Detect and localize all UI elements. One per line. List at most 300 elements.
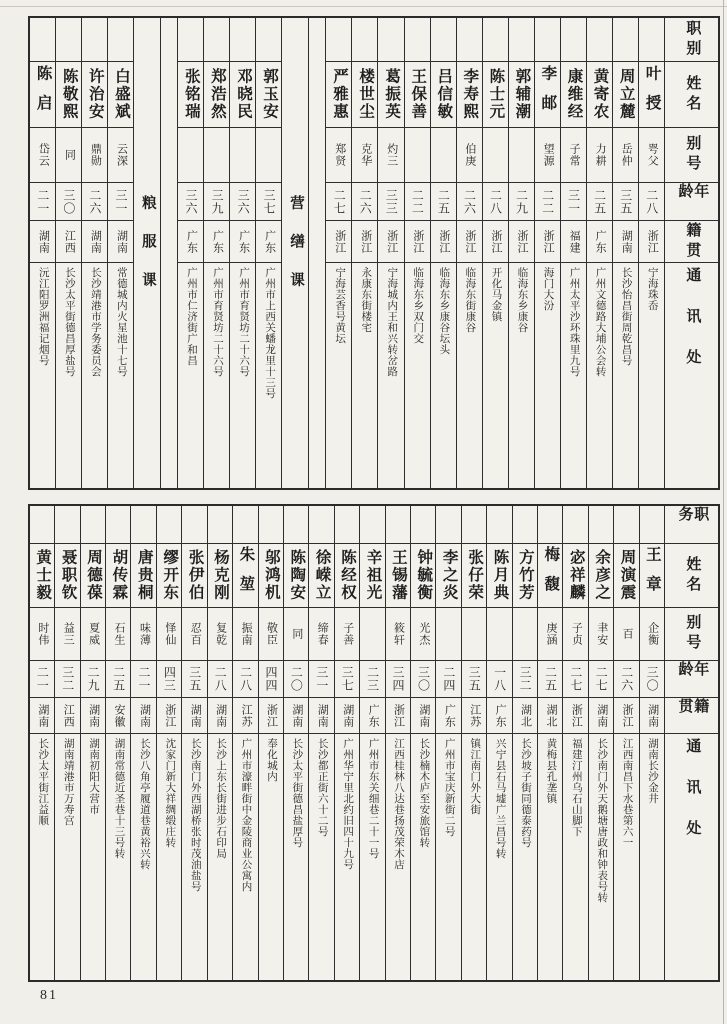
origin-cell [326, 221, 351, 263]
age-cell [563, 661, 587, 698]
role-cell [284, 506, 308, 544]
directory-table-bottom [28, 504, 720, 982]
age-cell-text: 二一 [136, 666, 151, 692]
alias-cell-text: 庚涵 [544, 622, 557, 646]
name-cell-text: 葛振英 [383, 68, 401, 121]
name-cell-text: 陈启 [34, 65, 52, 124]
origin-cell-text: 湖南 [214, 703, 227, 728]
age-cell [535, 183, 560, 221]
person-column [130, 506, 155, 980]
name-cell-text: 唐贵桐 [135, 549, 153, 602]
origin-cell-text: 浙江 [621, 703, 634, 728]
address-cell-text: 宁海芸香号黄坛 [334, 267, 346, 344]
origin-cell [411, 698, 435, 734]
person-column [177, 18, 203, 488]
address-cell-text: 广州市宝庆新街二号 [443, 738, 455, 837]
role-cell [487, 506, 511, 544]
role-cell [208, 506, 232, 544]
age-cell-text: 二四 [441, 666, 456, 692]
age-cell [81, 661, 105, 698]
alias-cell-text: 筱轩 [392, 622, 405, 646]
name-cell [108, 62, 133, 128]
address-cell [82, 263, 107, 488]
name-cell-text: 黄寄农 [591, 68, 609, 121]
origin-cell-text: 湖南 [595, 703, 608, 728]
origin-cell-text: 湖南 [646, 703, 659, 728]
origin-cell [284, 698, 308, 734]
alias-cell [204, 128, 229, 183]
address-cell-text: 长沙太平街江益顺 [37, 738, 49, 826]
origin-cell [178, 221, 203, 263]
role-cell [233, 506, 257, 544]
address-cell-text: 黄梅县孔垄镇 [545, 738, 557, 804]
age-cell-text: 三六 [236, 188, 251, 215]
age-cell [483, 183, 508, 221]
origin-cell [378, 221, 403, 263]
age-cell-text: 二八 [644, 188, 659, 215]
origin-cell-text: 湖南 [290, 703, 303, 728]
name-cell [259, 544, 283, 608]
origin-cell [386, 698, 410, 734]
name-cell [457, 62, 482, 128]
person-column [410, 506, 435, 980]
origin-cell [405, 221, 430, 263]
age-cell-text: 二七 [594, 666, 609, 692]
name-cell-text: 王章 [643, 546, 661, 605]
alias-cell [131, 608, 155, 661]
origin-cell-text: 江苏 [240, 703, 253, 728]
person-column [283, 506, 308, 980]
origin-cell-text: 广东 [263, 229, 276, 254]
name-cell-text: 陈月典 [491, 549, 509, 602]
origin-cell [108, 221, 133, 263]
person-column [207, 506, 232, 980]
name-cell-text: 陈经权 [339, 549, 357, 602]
alias-cell [233, 608, 257, 661]
role-cell [436, 506, 460, 544]
name-cell-text: 李寿熙 [461, 68, 479, 121]
age-cell-text: 一八 [492, 666, 507, 692]
origin-cell-text: 江苏 [468, 703, 481, 728]
name-cell-text: 李邮 [539, 65, 557, 124]
origin-cell [639, 221, 664, 263]
name-cell [563, 544, 587, 608]
name-cell-text: 吕信敏 [435, 68, 453, 121]
origin-cell-text: 浙江 [646, 229, 659, 254]
name-cell-text: 李之炎 [440, 549, 458, 602]
role-cell [613, 18, 638, 62]
origin-cell-text: 浙江 [333, 229, 346, 254]
address-cell [30, 263, 55, 488]
header-column [664, 506, 718, 980]
name-cell-text: 缪开东 [161, 549, 179, 602]
address-cell [509, 263, 534, 488]
age-cell-text: 三七 [340, 666, 355, 692]
age-cell [405, 183, 430, 221]
address-cell [613, 263, 638, 488]
address-cell [457, 263, 482, 488]
alias-cell-text: 岱云 [37, 143, 50, 167]
role-cell [178, 18, 203, 62]
person-column [80, 506, 105, 980]
person-column [586, 18, 612, 488]
origin-cell-text: 湖南 [341, 703, 354, 728]
address-cell [326, 263, 351, 488]
role-cell [405, 18, 430, 62]
origin-cell-text: 广东 [237, 229, 250, 254]
name-cell [230, 62, 255, 128]
origin-cell [538, 698, 562, 734]
person-column [562, 506, 587, 980]
age-cell-text: 二二 [540, 188, 555, 215]
age-cell-text: 二六 [462, 188, 477, 215]
alias-cell [639, 128, 664, 183]
name-cell-text: 钟毓衡 [415, 549, 433, 602]
age-cell-text: 二八 [238, 666, 253, 692]
name-cell-text: 郑浩然 [208, 68, 226, 121]
age-cell-text: 三二 [518, 666, 533, 692]
address-cell [386, 734, 410, 980]
section-label-text: 粮服课 [139, 195, 156, 311]
name-cell [436, 544, 460, 608]
address-cell [360, 734, 384, 980]
role-cell [587, 18, 612, 62]
alias-cell-text: 光杰 [417, 622, 430, 646]
name-cell-text: 周立麓 [617, 68, 635, 121]
address-cell [81, 734, 105, 980]
name-cell [360, 544, 384, 608]
spacer-cell [309, 18, 325, 488]
person-column [325, 18, 351, 488]
address-cell [55, 734, 79, 980]
name-cell-text: 梅馥 [542, 546, 560, 605]
age-cell-text: 二八 [213, 666, 228, 692]
role-cell [457, 18, 482, 62]
address-cell [587, 263, 612, 488]
section-label-text: 营缮课 [288, 195, 304, 311]
origin-cell-text: 安徽 [113, 703, 126, 728]
name-cell-text: 郭玉安 [261, 68, 278, 121]
age-cell [256, 183, 281, 221]
alias-cell [535, 128, 560, 183]
role-cell [259, 506, 283, 544]
age-cell-text: 三〇 [645, 666, 660, 692]
address-cell-text: 广州文德路大埔公会转 [594, 267, 606, 377]
origin-cell [587, 221, 612, 263]
name-cell [614, 544, 638, 608]
alias-cell-text: 益三 [62, 622, 75, 646]
page-edge-line [0, 6, 727, 7]
address-cell [182, 734, 206, 980]
name-cell [561, 62, 586, 128]
name-cell [639, 62, 664, 128]
origin-cell-text: 浙江 [163, 703, 176, 728]
age-cell-text: 二七 [332, 188, 347, 215]
page-number: 81 [40, 988, 58, 1003]
address-cell-text: 长沙上东长街进步石印局 [215, 738, 227, 859]
origin-cell [157, 698, 181, 734]
name-cell [335, 544, 359, 608]
alias-cell-text: 复乾 [214, 622, 227, 646]
header-name-text: 姓名 [684, 74, 701, 115]
age-cell-text: 四三 [162, 666, 177, 692]
age-cell-text: 三二 [60, 666, 75, 692]
person-column [308, 506, 333, 980]
address-cell [535, 263, 560, 488]
person-column [105, 506, 130, 980]
name-cell [131, 544, 155, 608]
role-cell [335, 506, 359, 544]
person-column [512, 506, 537, 980]
origin-cell-text: 湖北 [544, 703, 557, 728]
alias-cell-text: 百 [621, 628, 634, 640]
role-cell [30, 506, 54, 544]
address-cell [462, 734, 486, 980]
alias-cell [30, 128, 55, 183]
person-column [232, 506, 257, 980]
age-cell [326, 183, 351, 221]
name-cell-text: 胡传霖 [110, 549, 128, 602]
alias-cell-text: 缔春 [316, 622, 329, 646]
name-cell-text: 辛祖光 [364, 549, 382, 602]
alias-cell [378, 128, 403, 183]
alias-cell-text: 时伟 [36, 622, 49, 646]
alias-cell [56, 128, 81, 183]
alias-cell-text: 同 [63, 149, 76, 161]
role-cell [462, 506, 486, 544]
name-cell-text: 张铭瑞 [182, 68, 200, 121]
age-cell-text: 二一 [35, 188, 50, 215]
alias-cell [462, 608, 486, 661]
alias-cell-text: 石生 [113, 622, 126, 646]
address-cell-text: 江西桂林八达巷扬茂荣木店 [392, 738, 404, 870]
header-alias [665, 608, 718, 661]
origin-cell [487, 698, 511, 734]
origin-cell [259, 698, 283, 734]
address-cell [487, 734, 511, 980]
age-cell [233, 661, 257, 698]
person-column [351, 18, 377, 488]
origin-cell-text: 广东 [494, 703, 507, 728]
age-cell-text: 二〇 [289, 666, 304, 692]
origin-cell [483, 221, 508, 263]
person-column [54, 506, 79, 980]
header-alias-text: 别号 [684, 614, 701, 654]
alias-cell [509, 128, 534, 183]
alias-cell [386, 608, 410, 661]
name-cell [640, 544, 664, 608]
alias-cell-text: 灼三 [385, 143, 398, 167]
origin-cell-text: 江西 [62, 703, 75, 728]
header-origin-text: 籍贯 [684, 221, 701, 262]
origin-cell [182, 698, 206, 734]
age-cell [487, 661, 511, 698]
name-cell [178, 62, 203, 128]
origin-cell-text: 湖南 [115, 229, 128, 254]
alias-cell-text: 味薄 [138, 622, 151, 646]
age-cell [513, 661, 537, 698]
alias-cell [178, 128, 203, 183]
address-cell [411, 734, 435, 980]
origin-cell-text: 湖南 [138, 703, 151, 728]
name-cell-text: 方竹芳 [516, 549, 534, 602]
header-alias [665, 128, 718, 183]
name-cell-text: 许治安 [86, 68, 104, 121]
origin-cell [352, 221, 377, 263]
alias-cell [640, 608, 664, 661]
role-cell [108, 18, 133, 62]
alias-cell [613, 128, 638, 183]
origin-cell [360, 698, 384, 734]
age-cell-text: 三一 [566, 188, 581, 215]
address-cell [157, 734, 181, 980]
address-cell [178, 263, 203, 488]
alias-cell-text: 云深 [115, 143, 128, 167]
address-cell [436, 734, 460, 980]
address-cell-text: 广州华宁里北约旧四十九号 [342, 738, 354, 870]
alias-cell [360, 608, 384, 661]
name-cell [157, 544, 181, 608]
person-column [612, 18, 638, 488]
person-column [359, 506, 384, 980]
role-cell [561, 18, 586, 62]
alias-cell-text: 望源 [542, 143, 555, 167]
origin-cell [613, 221, 638, 263]
origin-cell-text: 湖北 [519, 703, 532, 728]
address-cell-text: 长沙八角亭履道巷黄裕兴转 [138, 738, 150, 870]
person-column [461, 506, 486, 980]
alias-cell [487, 608, 511, 661]
age-cell-text: 二五 [436, 188, 451, 215]
address-cell [431, 263, 456, 488]
origin-cell-text: 湖南 [316, 703, 329, 728]
name-cell-text: 余彦之 [593, 549, 611, 602]
origin-cell [56, 221, 81, 263]
age-cell-text: 三〇 [61, 188, 76, 215]
address-cell-text: 沈家门新大祥绸缎庄转 [164, 738, 176, 848]
name-cell [56, 62, 81, 128]
address-cell [352, 263, 377, 488]
alias-cell [106, 608, 130, 661]
header-address [665, 734, 718, 980]
age-cell [431, 183, 456, 221]
role-cell [563, 506, 587, 544]
address-cell-text: 广州市育贤坊二十六号 [238, 267, 250, 377]
origin-cell [457, 221, 482, 263]
address-cell-text: 广州市上西关蟠龙里十三号 [264, 267, 276, 399]
address-cell-text: 临海东街康谷 [464, 267, 476, 333]
address-cell-text: 宁海城内王和兴转岔路 [386, 267, 398, 377]
person-column [486, 506, 511, 980]
name-cell-text: 聂职钦 [59, 549, 77, 602]
person-column [456, 18, 482, 488]
origin-cell-text: 福建 [568, 229, 581, 254]
age-cell [457, 183, 482, 221]
person-column [508, 18, 534, 488]
address-cell-text: 长沙靖港市学务委员会 [89, 267, 101, 377]
person-column [534, 18, 560, 488]
alias-cell [81, 608, 105, 661]
name-cell [284, 544, 308, 608]
name-cell [204, 62, 229, 128]
origin-cell [233, 698, 257, 734]
origin-cell-text: 广东 [185, 229, 198, 254]
origin-cell-text: 浙江 [265, 703, 278, 728]
role-cell [378, 18, 403, 62]
age-cell [309, 661, 333, 698]
header-age [665, 661, 718, 698]
alias-cell [589, 608, 613, 661]
alias-cell [82, 128, 107, 183]
address-cell-text: 湖南初阳大营市 [88, 738, 100, 815]
age-cell [131, 661, 155, 698]
age-cell-text: 二七 [568, 666, 583, 692]
alias-cell [309, 608, 333, 661]
name-cell [182, 544, 206, 608]
address-cell-text: 长沙怡昌街周乾昌号 [620, 267, 632, 366]
origin-cell [640, 698, 664, 734]
origin-cell [230, 221, 255, 263]
address-cell [640, 734, 664, 980]
alias-cell [55, 608, 79, 661]
age-cell [587, 183, 612, 221]
age-cell-text: 二六 [619, 666, 634, 692]
address-cell-text: 广州市仁济街广和昌 [185, 267, 197, 366]
address-cell [259, 734, 283, 980]
role-cell [352, 18, 377, 62]
alias-cell-text: 咢父 [646, 143, 659, 167]
name-cell [30, 62, 55, 128]
name-cell-text: 周演震 [618, 549, 636, 602]
age-cell [436, 661, 460, 698]
age-cell [411, 661, 435, 698]
origin-cell-text: 浙江 [516, 229, 529, 254]
role-cell [81, 506, 105, 544]
age-cell-text: 二五 [543, 666, 558, 692]
person-column [229, 18, 255, 488]
address-cell [513, 734, 537, 980]
alias-cell [561, 128, 586, 183]
person-column [639, 506, 664, 980]
age-cell-text: 二八 [488, 188, 503, 215]
address-cell [256, 263, 281, 488]
alias-cell-text: 鼎勋 [89, 143, 102, 167]
header-age-text: 年龄 [676, 183, 709, 203]
age-cell-text: 三四 [391, 666, 406, 692]
alias-cell-text: 同 [290, 628, 303, 640]
person-column [377, 18, 403, 488]
name-cell-text: 邓晓民 [234, 68, 252, 121]
address-cell-text: 常德城内火星池十七号 [115, 267, 127, 377]
alias-cell-text: 力耕 [594, 143, 607, 167]
origin-cell [204, 221, 229, 263]
address-cell [233, 734, 257, 980]
alias-cell-text: 克华 [359, 143, 372, 167]
name-cell-text: 白盛斌 [112, 68, 130, 121]
name-cell-text: 王保善 [409, 68, 427, 121]
origin-cell [589, 698, 613, 734]
age-cell [204, 183, 229, 221]
address-cell [108, 263, 133, 488]
age-cell [30, 661, 54, 698]
address-cell-text: 永康东街楼宅 [360, 267, 372, 333]
name-cell [487, 544, 511, 608]
origin-cell [509, 221, 534, 263]
alias-cell [230, 128, 255, 183]
role-cell [326, 18, 351, 62]
name-cell-text: 叶授 [643, 65, 661, 124]
name-cell [352, 62, 377, 128]
